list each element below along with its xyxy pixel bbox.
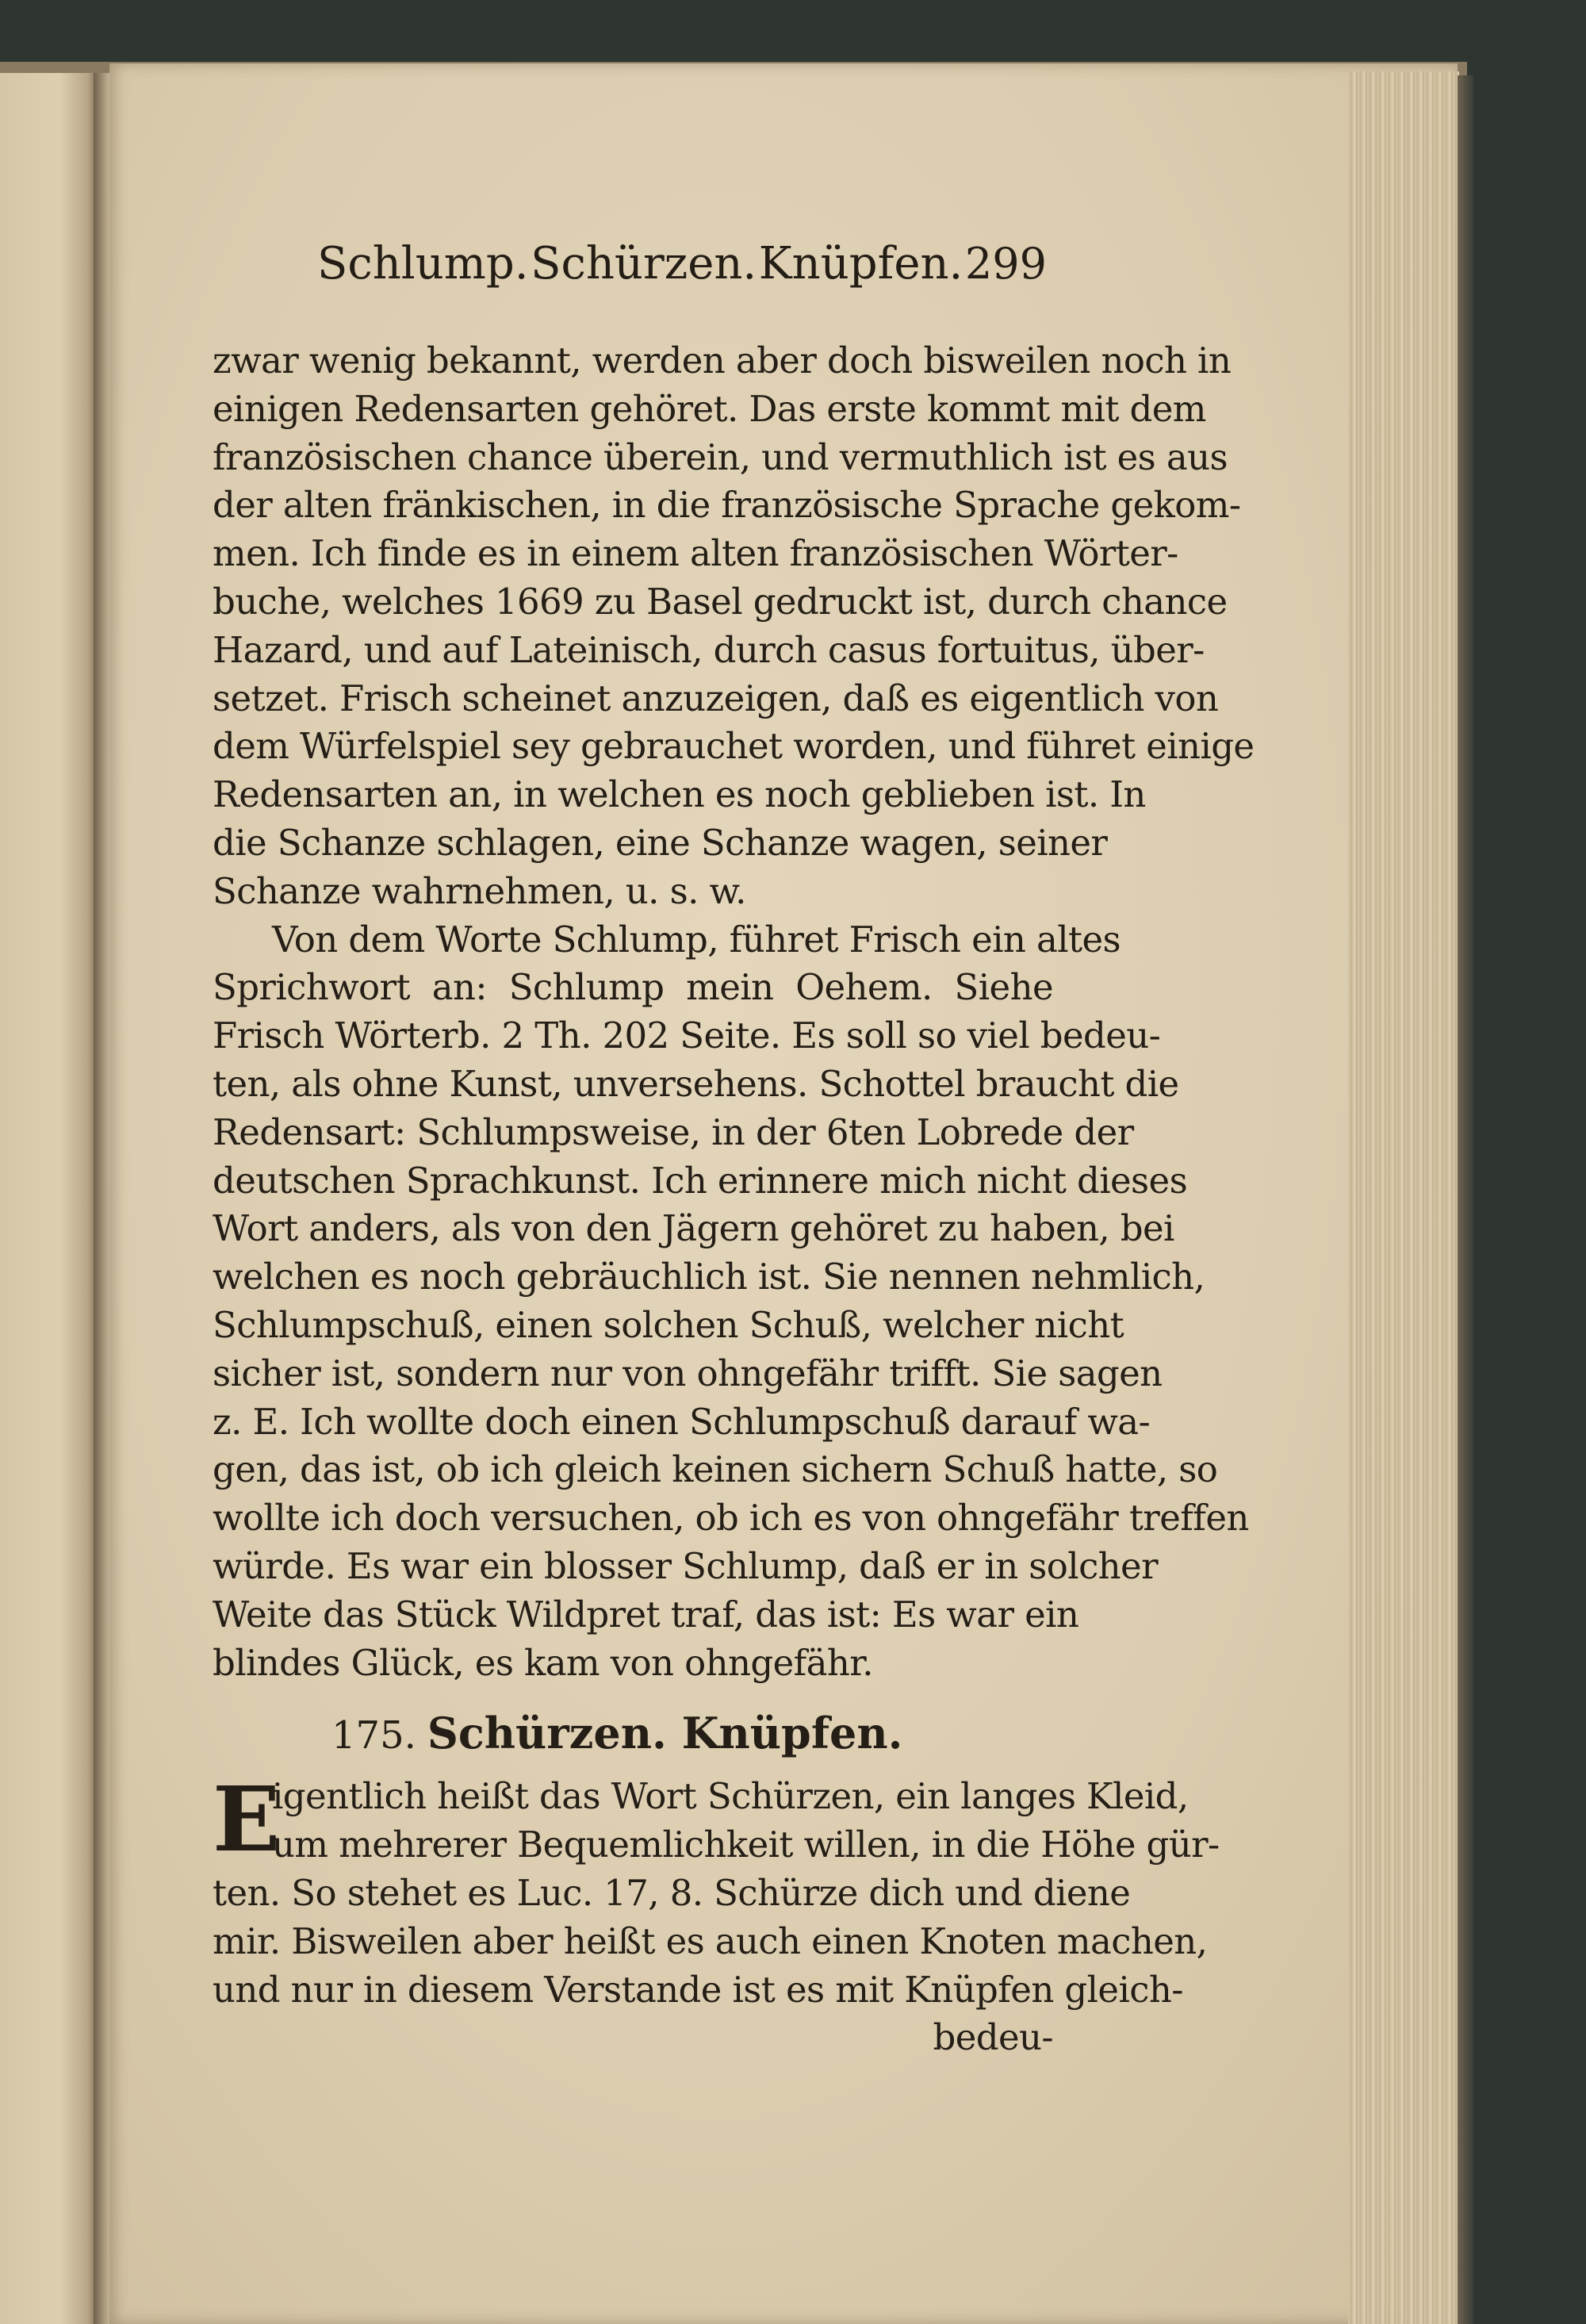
- header-middle: Schürzen.: [531, 238, 757, 290]
- left-page-edge: [0, 73, 99, 2324]
- text-line: Weite das Stück Wildpret traf, das ist: Es war ein: [213, 1593, 1079, 1636]
- text-line: und nur in diesem Verstande ist es mit Knüpfen gleich-: [213, 1968, 1183, 2011]
- text-line: französischen chance überein, und vermuthlich ist es aus: [213, 435, 1228, 478]
- text-line: dem Würfelspiel sey gebrauchet worden, und führet einige: [213, 725, 1255, 768]
- text-line: Redensarten an, in welchen es noch geblieben ist. In: [213, 773, 1146, 816]
- first-line-text: igentlich heißt das Wort Schürzen, ein langes Kleid,: [272, 1775, 1189, 1818]
- paragraph-1: [213, 337, 1255, 916]
- text-line: mir. Bisweilen aber heißt es auch einen Knoten machen,: [213, 1919, 1208, 1962]
- catchword: bedeu-: [933, 2016, 1053, 2059]
- text-line: blindes Glück, es kam von ohngefähr.: [213, 1641, 873, 1684]
- text-line: welchen es noch gebräuchlich ist. Sie nennen nehmlich,: [213, 1256, 1205, 1298]
- text-line: sicher ist, sondern nur von ohngefähr trifft. Sie sagen: [213, 1352, 1163, 1394]
- gutter-shadow: [94, 73, 111, 2324]
- text-line: deutschen Sprachkunst. Ich erinnere mich nicht dieses: [213, 1159, 1188, 1202]
- text-line: gen, das ist, ob ich gleich keinen sichern Schuß hatte, so: [213, 1448, 1218, 1491]
- paragraph-2: [213, 916, 1249, 1688]
- cover-edge: [1458, 75, 1473, 2324]
- page-number: 299: [964, 239, 1047, 289]
- header-right: Knüpfen.: [758, 238, 963, 290]
- text-line: Von dem Worte Schlump, führet Frisch ein altes: [272, 918, 1121, 961]
- text-line: Sprichwort an: Schlump mein Oehem. Siehe: [213, 966, 1053, 1009]
- text-line: ten, als ohne Kunst, unversehens. Schottel braucht die: [213, 1062, 1179, 1105]
- text-block: [213, 337, 1255, 2062]
- text-line: Wort anders, als von den Jägern gehöret zu haben, bei: [213, 1207, 1174, 1250]
- text-line: einigen Redensarten gehöret. Das erste kommt mit dem: [213, 387, 1206, 430]
- header-left: Schlump.: [317, 238, 529, 290]
- paragraph-3: [213, 1768, 1220, 2062]
- text-line: men. Ich finde es in einem alten französischen Wörter-: [213, 532, 1178, 575]
- text-line: Redensart: Schlumpsweise, in der 6ten Lobrede der: [213, 1110, 1134, 1153]
- section-title: Schürzen. Knüpfen.: [427, 1708, 903, 1759]
- text-line: zwar wenig bekannt, werden aber doch bisweilen noch in: [213, 339, 1232, 382]
- text-line: z. E. Ich wollte doch einen Schlumpschuß darauf wa-: [213, 1400, 1151, 1443]
- text-line: Schlumpschuß, einen solchen Schuß, welcher nicht: [213, 1303, 1124, 1346]
- section-heading: [213, 1693, 1053, 1773]
- section-number: 175.: [331, 1713, 416, 1758]
- text-line: Hazard, und auf Lateinisch, durch casus fortuitus, über-: [213, 628, 1205, 671]
- text-line: wollte ich doch versuchen, ob ich es von ohngefähr treffen: [213, 1497, 1249, 1540]
- text-line: buche, welches 1669 zu Basel gedruckt ist, durch chance: [213, 580, 1228, 623]
- text-line: der alten fränkischen, in die französische Sprache gekom-: [213, 484, 1241, 527]
- text-line: Schanze wahrnehmen, u. s. w.: [213, 869, 746, 912]
- page-fore-edge: [1348, 71, 1459, 2324]
- text-line: um mehrerer Bequemlichkeit willen, in die Höhe gür-: [272, 1824, 1220, 1866]
- text-line: Frisch Wörterb. 2 Th. 202 Seite. Es soll so viel bedeu-: [213, 1014, 1161, 1057]
- drop-cap: E: [213, 1768, 280, 1873]
- text-line: würde. Es war ein blosser Schlump, daß er in solcher: [213, 1544, 1158, 1587]
- text-line: die Schanze schlagen, eine Schanze wagen, seiner: [213, 821, 1108, 864]
- text-line: setzet. Frisch scheinet anzuzeigen, daß es eigentlich von: [213, 677, 1219, 719]
- text-line: ten. So stehet es Luc. 17, 8. Schürze dich und diene: [213, 1871, 1131, 1914]
- running-header: [317, 238, 1047, 309]
